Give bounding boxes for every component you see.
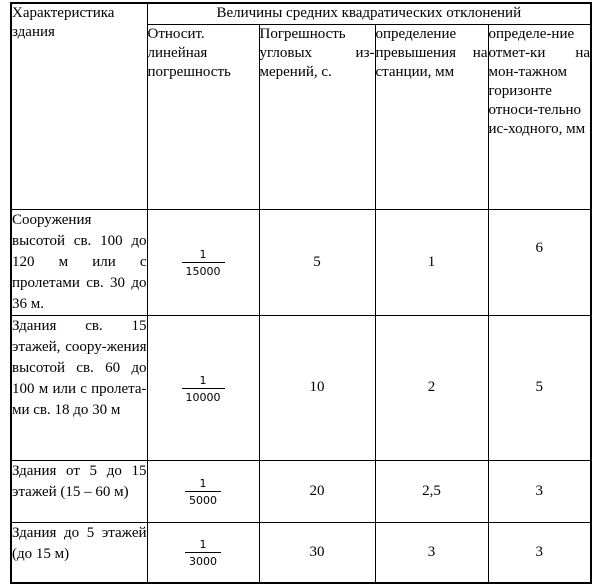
station-height-cell: 2 [375, 315, 488, 460]
row-label: Сооружения высотой св. 100 до 120 м или с пролетами св. 30 до 36 м. [11, 209, 147, 315]
fraction-numerator: 1 [199, 477, 207, 490]
fraction-denominator: 10000 [182, 388, 225, 404]
relative-error-cell [147, 209, 259, 315]
header-station-height: определение превышения на станции, мм [375, 24, 488, 209]
fraction-numerator: 1 [199, 538, 207, 552]
row-label: Здания от 5 до 15 этажей (15 – 60 м) [11, 460, 147, 522]
angle-error-cell: 30 [259, 522, 375, 583]
table-row [11, 315, 591, 460]
station-height-cell: 2,5 [375, 460, 488, 522]
fraction [182, 248, 225, 278]
fraction [185, 538, 221, 568]
mount-mark-cell: 3 [488, 460, 591, 522]
header-angle-error: Погрешность угловых из-мерений, с. [259, 24, 375, 209]
relative-error-cell [147, 460, 259, 522]
header-group-title: Величины средних квадратических отклонений [147, 3, 591, 24]
relative-error-cell [147, 522, 259, 583]
fraction-denominator: 5000 [185, 491, 221, 507]
header-mount-mark: определе-ние отмет-ки на мон-тажном горизонте относи-тельно ис-ходного, мм [488, 24, 591, 209]
station-height-cell: 1 [375, 209, 488, 315]
table-row [11, 209, 591, 315]
mount-mark-cell: 5 [488, 315, 591, 460]
header-characteristic: Характеристика здания [11, 3, 147, 209]
row-label: Здания св. 15 этажей, соору-жения высотой св. 60 до 100 м или с пролета-ми св. 18 до 30 м [11, 315, 147, 460]
relative-error-cell [147, 315, 259, 460]
mount-mark-cell: 6 [488, 209, 591, 315]
angle-error-cell: 5 [259, 209, 375, 315]
fraction-numerator: 1 [199, 248, 207, 261]
angle-error-cell: 20 [259, 460, 375, 522]
fraction-denominator: 15000 [182, 262, 225, 278]
table-row [11, 522, 591, 583]
mount-mark-cell: 3 [488, 522, 591, 583]
row-label: Здания до 5 этажей (до 15 м) [11, 522, 147, 583]
station-height-cell: 3 [375, 522, 488, 583]
header-relative-error: Относит. линейная погрешность [147, 24, 259, 209]
fraction [182, 374, 225, 404]
angle-error-cell: 10 [259, 315, 375, 460]
fraction-denominator: 3000 [185, 552, 221, 568]
fraction [185, 477, 221, 507]
deviation-table [10, 2, 592, 584]
table-row [11, 460, 591, 522]
fraction-numerator: 1 [199, 373, 207, 387]
